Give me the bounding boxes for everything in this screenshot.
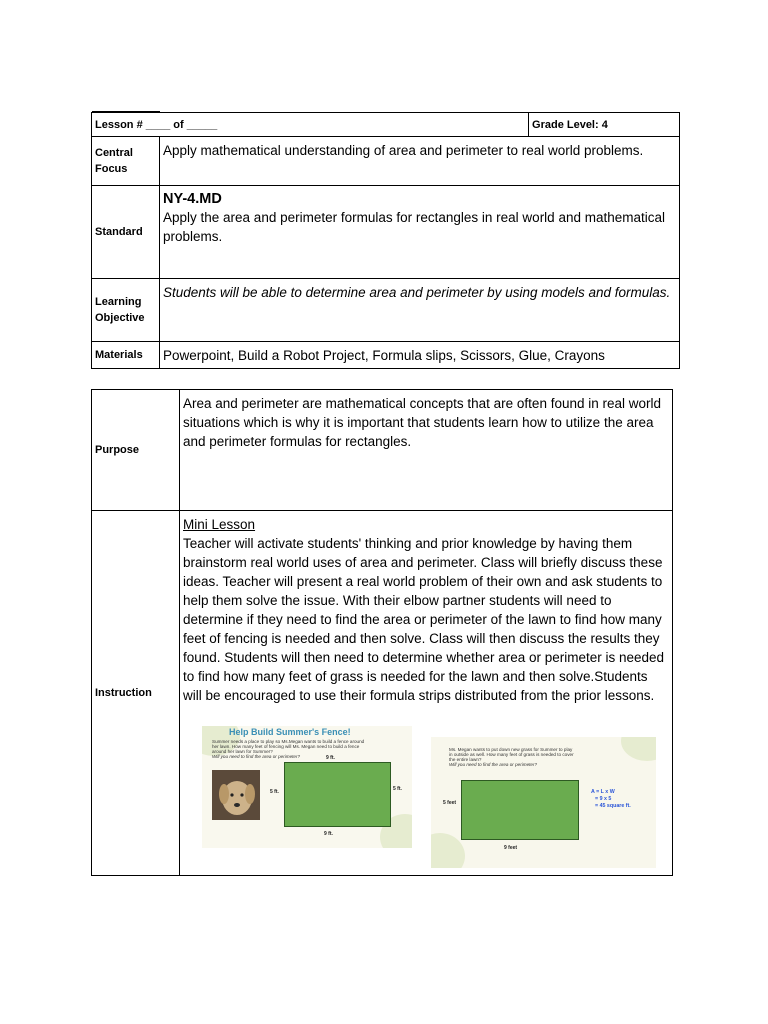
mini-lesson-heading: Mini Lesson (183, 517, 256, 532)
fence-lawn-rectangle (284, 762, 391, 827)
fence-slide-line: Summer needs a place to play so Ms.Megan wants to build a fence around (212, 739, 365, 744)
learning-objective-label: Learning Objective (92, 279, 160, 342)
area-formula-result: = 45 square ft. (595, 803, 631, 809)
grass-dim-left: 5 feet (443, 800, 457, 806)
central-focus-text: Apply mathematical understanding of area and perimeter to real world problems. (160, 137, 680, 186)
area-formula-step: = 9 x 5 (595, 796, 612, 802)
purpose-row (92, 390, 673, 511)
fence-slide-question: Will you need to find the area or perimeter? (212, 754, 301, 759)
grass-slide-line: Ms. Megan wants to put down new grass for Summer to play (449, 747, 573, 752)
area-formula: A = L x W (591, 789, 615, 795)
materials-text: Powerpoint, Build a Robot Project, Formula slips, Scissors, Glue, Crayons (160, 342, 680, 369)
instruction-text: Teacher will activate students' thinking and prior knowledge by having them brainstorm real world uses of area and perimeter. Class will briefly discuss these ideas. Teacher will present a real world problem of their own and ask students to help them solve the issue. With their elbow partner students will need to determine if they need to find the area or perimeter of the lawn to find how many feet of fencing is needed and then solve. Class will then discuss the results they found. Students will then need to determine whether area or perimeter is needed to find how many feet of grass is needed for the lawn and then solve.Students will be encouraged to use their formula strips distributed from the prior lessons. (183, 536, 665, 703)
fence-slide-title: Help Build Summer's Fence! (229, 727, 351, 737)
standard-code: NY-4.MD (163, 191, 222, 207)
slide-decoration (621, 737, 656, 761)
header-row (92, 113, 680, 137)
grass-lawn-rectangle (461, 780, 579, 840)
learning-objective-row (92, 279, 680, 342)
fence-dim-bottom: 9 ft. (324, 831, 333, 837)
dog-photo (212, 770, 260, 820)
grass-slide-question: Will you need to find the area or perimeter? (449, 762, 538, 767)
lesson-info-table (91, 112, 680, 369)
central-focus-label: Central Focus (92, 137, 160, 186)
purpose-label: Purpose (92, 390, 180, 511)
fence-slide-line: around her lawn for Summer? (212, 749, 273, 754)
fence-dim-left: 5 ft. (270, 789, 279, 795)
grade-level-cell: Grade Level: 4 (529, 113, 680, 137)
fence-slide-line: her lawn. How many feet of fencing will Ms. Megan need to build a fence (212, 744, 360, 749)
grass-slide-image (431, 737, 656, 868)
materials-row (92, 342, 680, 369)
grass-dim-bottom: 9 feet (504, 845, 518, 851)
central-focus-row (92, 137, 680, 186)
standard-text: Apply the area and perimeter formulas for rectangles in real world and mathematical problems. (163, 210, 665, 244)
standard-row (92, 186, 680, 279)
slide-decoration (431, 833, 465, 868)
fence-dim-right: 5 ft. (393, 786, 402, 792)
grass-slide-line: in outside as well. How many feet of grass is needed to cover (449, 752, 574, 757)
materials-label: Materials (92, 342, 160, 369)
fence-dim-top: 9 ft. (326, 755, 335, 761)
fence-slide-image (202, 726, 412, 848)
lesson-number-cell: Lesson # ____ of _____ (92, 113, 529, 137)
purpose-text: Area and perimeter are mathematical concepts that are often found in real world situations which is why it is important that students learn how to utilize the area and perimeter formulas for rectangles. (180, 390, 673, 511)
instruction-label: Instruction (92, 511, 180, 876)
grass-slide-line: the entire lawn? (449, 757, 482, 762)
standard-label: Standard (92, 186, 160, 279)
learning-objective-text: Students will be able to determine area and perimeter by using models and formulas. (160, 279, 680, 342)
